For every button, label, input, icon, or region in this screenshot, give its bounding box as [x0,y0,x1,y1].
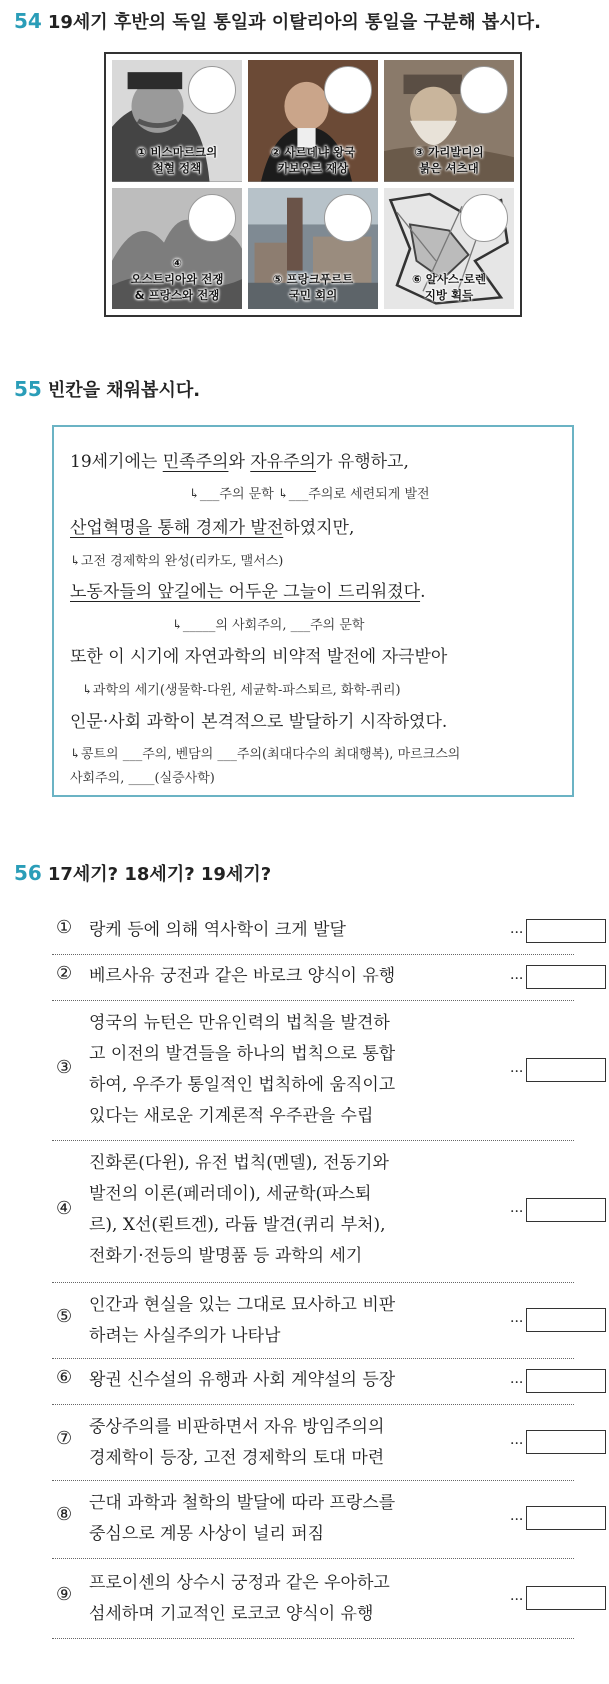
row-dots: ··· [510,1512,524,1528]
answer-box[interactable] [526,1586,606,1610]
q56-row-7 [52,1406,574,1481]
row-number: ① [56,917,73,938]
cell-bismarck [112,60,242,182]
q56-heading [14,860,271,886]
q55-sub3: ↳_____의 사회주의, ___주의 문학 [172,618,365,633]
q55-fill-box [52,425,574,797]
row-text: 왕권 신수설의 유행과 사회 계약설의 등장 [89,1370,396,1390]
cell-caption: ⑥ 알사스-로렌 지방 획득 [411,272,487,302]
q55-line3: 노동자들의 앞길에는 어두운 그늘이 드리워졌다. [70,582,426,602]
q55-sub5b: 사회주의, ____(실증사학) [70,771,215,786]
answer-circle[interactable] [188,66,236,114]
answer-box[interactable] [526,1198,606,1222]
q56-row-4 [52,1142,574,1283]
row-dots: ··· [510,1592,524,1608]
cell-caption: ③ 가리발디의 붉은 셔츠대 [414,144,484,175]
answer-box[interactable] [526,1058,606,1082]
row-dots: ··· [510,1204,524,1220]
q56-row-5 [52,1284,574,1359]
q55-title: 빈칸을 채워봅시다. [47,380,201,401]
q55-line5: 인문·사회 과학이 본격적으로 발달하기 시작하였다. [70,712,448,732]
q55-sub1: ↳___주의 문학 ↳___주의로 세련되게 발전 [189,487,430,502]
row-number: ⑦ [56,1428,73,1449]
answer-circle[interactable] [460,194,508,242]
row-dots: ··· [510,971,524,987]
q56-row-3 [52,1002,574,1141]
row-text: 프로이센의 상수시 궁정과 같은 우아하고 섬세하며 기교적인 로코코 양식이 유행 [89,1573,390,1624]
q56-row-9 [52,1560,574,1639]
answer-box[interactable] [526,919,606,943]
q54-number: 54 [14,9,42,33]
row-number: ④ [56,1198,73,1219]
row-number: ⑤ [56,1306,73,1327]
q55-line4: 또한 이 시기에 자연과학의 비약적 발전에 자극받아 [70,647,448,667]
q55-sub5a: ↳콩트의 ___주의, 벤담의 ___주의(최대다수의 최대행복), 마르크스의 [70,747,461,762]
row-text: 베르사유 궁전과 같은 바로크 양식이 유행 [89,966,396,986]
q55-line2: 산업혁명을 통해 경제가 발전하였지만, [70,518,355,538]
answer-box[interactable] [526,1430,606,1454]
q56-number: 56 [14,861,42,885]
row-number: ② [56,963,73,984]
row-text: 중상주의를 비판하면서 자유 방임주의의 경제학이 등장, 고전 경제학의 토대 마련 [89,1417,385,1468]
row-text: 진화론(다윈), 유전 법칙(멘델), 전동기와 발전의 이론(페러데이), 세균학(파스퇴 르), X선(뢴트겐), 라듐 발견(퀴리 부처), 전화기·전등의 발명품 등 과학의 세기 [89,1153,389,1266]
q56-title: 17세기? 18세기? 19세기? [47,864,272,885]
cell-frankfurt [248,188,378,310]
row-text: 영국의 뉴턴은 만유인력의 법칙을 발견하 고 이전의 발견들을 하나의 법칙으로 통합 하여, 우주가 통일적인 법칙하에 움직이고 있다는 새로운 기계론적 우주관을 수립 [89,1013,396,1126]
answer-circle[interactable] [460,66,508,114]
cell-cavour [248,60,378,182]
q55-sub2: ↳고전 경제학의 완성(리카도, 맬서스) [70,554,284,569]
cell-alsace [384,188,514,310]
row-number: ⑥ [56,1367,73,1388]
answer-box[interactable] [526,1308,606,1332]
row-dots: ··· [510,925,524,941]
row-text: 인간과 현실을 있는 그대로 묘사하고 비판 하려는 사실주의가 나타남 [89,1295,396,1346]
answer-circle[interactable] [188,194,236,242]
cell-war [112,188,242,310]
cell-caption: ② 사르데냐 왕국 카보우르 재상 [270,144,356,175]
row-dots: ··· [510,1064,524,1080]
q55-sub4: ↳과학의 세기(생물학-다윈, 세균학-파스퇴르, 화학-퀴리) [82,683,401,698]
q55-heading [14,376,200,402]
cell-caption: ⑤ 프랑크푸르트 국민 회의 [272,272,354,302]
row-number: ⑨ [56,1584,73,1605]
cell-caption: ① 비스마르크의 철혈 정책 [136,144,218,175]
answer-box[interactable] [526,1506,606,1530]
cell-caption: ④ 오스트리아와 전쟁 & 프랑스와 전쟁 [130,256,224,302]
row-dots: ··· [510,1436,524,1452]
row-text: 랑케 등에 의해 역사학이 크게 발달 [89,920,346,940]
answer-box[interactable] [526,1369,606,1393]
row-dots: ··· [510,1314,524,1330]
answer-circle[interactable] [324,194,372,242]
q55-line1: 19세기에는 민족주의와 자유주의가 유행하고, [70,452,409,472]
row-number: ⑧ [56,1504,73,1525]
q56-row-8 [52,1482,574,1559]
row-number: ③ [56,1057,73,1078]
q56-row-1 [52,910,574,955]
answer-box[interactable] [526,965,606,989]
row-dots: ··· [510,1375,524,1391]
q54-heading [14,8,541,34]
row-text: 근대 과학과 철학의 발달에 따라 프랑스를 중심으로 계몽 사상이 널리 퍼짐 [89,1493,396,1544]
q55-number: 55 [14,377,42,401]
q56-row-2 [52,956,574,1001]
q54-title: 19세기 후반의 독일 통일과 이탈리아의 통일을 구분해 봅시다. [47,12,541,33]
q54-image-grid [104,52,522,317]
q56-row-6 [52,1360,574,1405]
cell-garibaldi [384,60,514,182]
answer-circle[interactable] [324,66,372,114]
